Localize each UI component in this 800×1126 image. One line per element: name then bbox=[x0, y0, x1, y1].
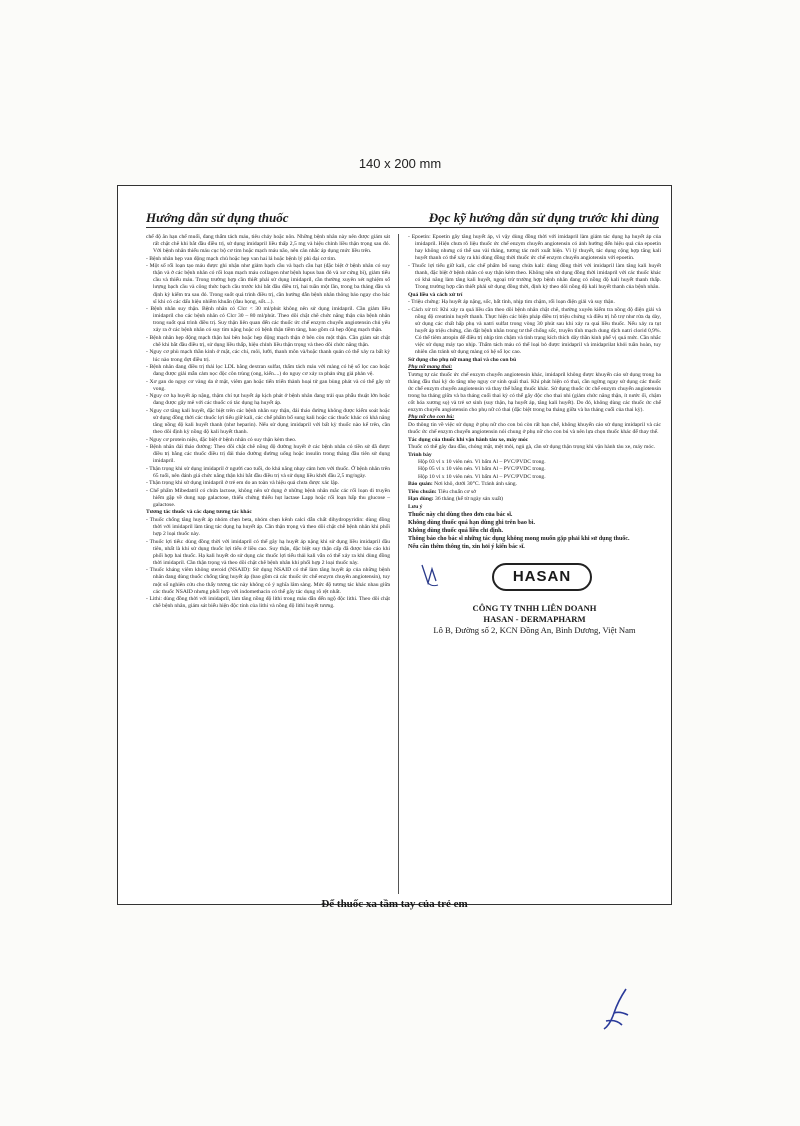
right-col-paragraph: - Epoetin: Epoetin gây tăng huyết áp, vì vậy dùng đồng thời với imidapril làm giảm tác dụng hạ huyết áp của imidapril. Hiện chưa rõ liệu thuốc ức chế enzym chuyển angiotensin có ảnh hưởng đến hiệu quả của epoetin hay không nhưng có thể sau vài tháng, tương tác mới xuất hiện. Vì lý thuyết, tác dụng cộng hợp tăng kali huyết thanh có thể xảy ra khi dùng đồng thời thuốc ức chế enzym chuyển angiotensin với epoetin. bbox=[408, 234, 661, 262]
left-col-paragraph: - Bệnh nhân hẹp van động mạch chủ hoặc hẹp van hai lá hoặc bệnh lý phì đại cơ tim. bbox=[146, 255, 337, 262]
header-right-title: Đọc kỹ hướng dẫn sử dụng trước khi dùng bbox=[428, 210, 659, 225]
left-col-paragraph: - Bệnh nhân hẹp động mạch thận hai bên hoặc hẹp động mạch thận ở bên còn một thận. Cần giám sát chặt chẽ khi bắt đầu điều trị, sử dụng liều thấp, hiệu chỉnh liều thận trọng và theo dõi chức năng thận. bbox=[146, 334, 390, 348]
right-col-paragraph: Hộp 05 vỉ x 10 viên nén. Vỉ bấm Al – PVC/PVDC trong. bbox=[418, 466, 546, 473]
right-col-heading: Phụ nữ cho con bú: bbox=[408, 414, 455, 421]
right-col-label: Hạn dùng: bbox=[408, 496, 434, 503]
right-col-label: Bảo quản: bbox=[408, 481, 433, 488]
right-col-paragraph: - Thuốc lợi tiểu giữ kali, các chế phẩm bổ sung chứa kali: dùng đồng thời với imidapril làm tăng kali huyết thanh, đặc biệt ở bệnh nhân có suy thận kèm theo. Không nên sử dụng đồng thời imidapril với các thuốc khác có khả năng làm tăng kali huyết, ngoại trừ trường hợp bệnh nhân đang có nồng độ kali huyết thanh thấp. Trong trường hợp cần thiết phải sử dụng đồng thời, định kỳ theo dõi nồng độ kali huyết thanh của bệnh nhân. bbox=[408, 262, 661, 291]
left-column bbox=[146, 234, 390, 611]
left-col-paragraph: - Lithi: dùng đồng thời với imidapril, làm tăng nồng độ lithi trong máu dẫn đến ngộ độc lithi. Theo dõi chặt chẽ bệnh nhân, giám sát biểu hiện độc tính của lithi và nồng độ lithi huyết tương. bbox=[146, 596, 390, 610]
left-col-paragraph: chế độ ăn hạn chế muối, đang thẩm tách máu, tiêu chảy hoặc nôn. Những bệnh nhân này nên được giám sát rất chặt chẽ khi bắt đầu điều trị, sử dụng imidapril liều thấp 2,5 mg và hiệu chỉnh liều thận trọng sau đó. Với bệnh nhân thiếu máu cục bộ cơ tim hoặc mạch máu não, nên cân nhắc áp dụng mức liều trên. bbox=[146, 234, 390, 255]
signature-area bbox=[408, 555, 661, 597]
right-col-paragraph bbox=[408, 481, 661, 488]
footer-warning: Để thuốc xa tầm tay của trẻ em bbox=[321, 898, 468, 910]
right-col-heading: Phụ nữ mang thai: bbox=[408, 364, 453, 371]
warning-note: Nếu cần thêm thông tin, xin hỏi ý kiến bác sĩ. bbox=[408, 544, 525, 551]
left-col-paragraph: - Thuốc lợi tiểu: dùng đồng thời với imidapril có thể gây hạ huyết áp nặng khi sử dụng liều imidapril đầu tiên, nhất là khi sử dụng thuốc lợi tiểu ở liều cao. Suy thận, đặc biệt suy thận cấp đã được báo cáo khi phối hợp hai thuốc. Hạ kali huyết do sử dụng các thuốc lợi tiểu thải kali vẫn có thể xảy ra khi dùng đồng thời imidapril. Cần thận trọng và theo dõi chặt chẽ bệnh nhân khi phối hợp 2 loại thuốc này. bbox=[146, 538, 390, 566]
right-col-paragraph: Thuốc có thể gây đau đầu, chóng mặt, mệt mỏi, ngủ gà, cần sử dụng thận trọng khi vận hành tàu xe, máy móc. bbox=[408, 444, 656, 451]
company-name-line1: CÔNG TY TNHH LIÊN DOANH bbox=[472, 603, 597, 614]
left-col-paragraph: - Thận trọng khi sử dụng imidapril ở người cao tuổi, do khả năng nhạy cảm hơn với thuốc. Ở bệnh nhân trên 65 tuổi, nên đánh giá chức năng thận khi bắt đầu điều trị và sử dụng liều khởi đầu 2,5 mg/ngày. bbox=[146, 465, 390, 479]
right-col-heading: Sử dụng cho phụ nữ mang thai và cho con bú bbox=[408, 356, 517, 363]
left-col-paragraph: - Bệnh nhân đái tháo đường: Theo dõi chặt chẽ nồng độ đường huyết ở các bệnh nhân có tiền sử đã được điều trị bằng các thuốc điều trị đái tháo đường đường uống hoặc insulin trong tháng đầu tiên sử dụng imidapril. bbox=[146, 444, 390, 465]
left-col-paragraph: - Nguy cơ protein niệu, đặc biệt ở bệnh nhân có suy thận kèm theo. bbox=[146, 436, 297, 443]
right-col-value: 36 tháng (kể từ ngày sản xuất) bbox=[433, 496, 504, 503]
header-divider bbox=[146, 227, 659, 228]
column-divider bbox=[398, 234, 399, 894]
left-col-paragraph: - Bệnh nhân suy thận. Bệnh nhân có Clcr < 30 ml/phút không nên sử dụng imidapril. Cần giảm liều imidapril cho các bệnh nhân có Clcr 30 – 80 ml/phút. Theo dõi chặt chẽ chức năng thận của bệnh nhân trong suốt quá trình điều trị. Suy thận liên quan đến các thuốc ức chế enzym chuyển angiotensin chủ yếu xảy ra ở các bệnh nhân có suy tim nặng hoặc có bệnh thận tiềm tàng, bao gồm cả hẹp động mạch thận. bbox=[146, 306, 390, 334]
left-col-paragraph: - Nguy cơ phù mạch thần kinh ở mặt, các chi, môi, lưỡi, thanh môn và/hoặc thanh quản có thể xảy ra bất kỳ lúc nào trong đợt điều trị. bbox=[146, 349, 390, 363]
right-col-heading: Trình bày bbox=[408, 451, 432, 458]
company-block bbox=[408, 603, 661, 636]
right-col-paragraph bbox=[408, 489, 661, 496]
left-col-paragraph: - Một số rối loạn tạo máu được ghi nhận như giảm bạch cầu và bạch cầu hạt (đặc biệt ở bệnh nhân có suy thận và ở các bệnh nhân có rối loạn mạch máu collagen như bệnh lupus ban đỏ và xơ cứng bì), giảm tiểu cầu và thiếu máu. Trong trường hợp cần thiết phải sử dụng imidapril, cần thường xuyên xét nghiệm số lượng bạch cầu và công thức bạch cầu trước khi bắt đầu điều trị, hai tuần một lần, trong ba tháng đầu và định kỳ kiểm tra sau đó. Trong suốt quá trình điều trị, cần hướng dẫn bệnh nhân thông báo ngay cho bác sĩ khi có các dấu hiệu nhiễm khuẩn (đau họng, sốt....). bbox=[146, 263, 390, 305]
handwritten-mark-icon bbox=[596, 985, 636, 1033]
right-col-value: Nơi khô, dưới 30°C. Tránh ánh sáng. bbox=[432, 481, 517, 488]
right-col-paragraph: Hộp 10 vỉ x 10 viên nén. Vỉ bấm Al – PVC/PVDC trong. bbox=[418, 473, 546, 480]
left-col-paragraph: - Nguy cơ hạ huyết áp nặng, thậm chí tụt huyết áp kịch phát ở bệnh nhân đang trải qua phẫu thuật lớn hoặc đang được gây mê với các thuốc có tác dụng hạ huyết áp. bbox=[146, 393, 390, 407]
right-column bbox=[408, 234, 661, 636]
right-col-heading: Quá liều và cách xử trí bbox=[408, 291, 463, 298]
right-col-paragraph bbox=[408, 496, 661, 503]
right-col-paragraph: Hộp 03 vỉ x 10 viên nén. Vỉ bấm Al – PVC/PVDC trong. bbox=[418, 458, 546, 465]
left-col-heading: Tương tác thuốc và các dạng tương tác khác bbox=[146, 509, 252, 516]
right-col-value: Tiêu chuẩn cơ sở bbox=[436, 488, 477, 495]
company-name-line2: HASAN - DERMAPHARM bbox=[483, 614, 586, 625]
left-col-paragraph: - Thuốc kháng viêm không steroid (NSAID): Sử dụng NSAID có thể làm tăng huyết áp của những bệnh nhân đang dùng thuốc chống tăng huyết áp (bao gồm cả các thuốc ức chế enzym chuyển angiotensin), tuy một số nghiên cứu cho thấy tương tác này không có ý nghĩa lâm sàng. Mức độ tương tác khác nhau giữa các thuốc NSAID nhưng phối hợp với indomethacin có thể gây tác dụng rõ rệt nhất. bbox=[146, 567, 390, 595]
right-col-paragraph: - Triệu chứng: Hạ huyết áp nặng, sốc, bất tỉnh, nhịp tim chậm, rối loạn điện giải và suy thận. bbox=[408, 299, 615, 306]
warning-note: Thuốc này chỉ dùng theo đơn của bác sĩ. bbox=[408, 512, 513, 519]
left-col-paragraph: - Thuốc chống tăng huyết áp nhóm chẹn beta, nhóm chẹn kênh calci dẫn chất dihydropyridin: dùng đồng thời với imidapril làm tăng tác dụng hạ huyết áp. Cần thận trọng và theo dõi chặt chẽ bệnh nhân khi phối hợp 2 loại thuốc này. bbox=[146, 516, 390, 538]
dimension-note: 140 x 200 mm bbox=[358, 156, 442, 171]
left-col-paragraph: - Thận trọng khi sử dụng imidapril ở trẻ em do an toàn và hiệu quả chưa được xác lập. bbox=[146, 480, 339, 487]
warning-note: Thông báo cho bác sĩ những tác dụng không mong muốn gặp phải khi sử dụng thuốc. bbox=[408, 536, 630, 543]
left-col-paragraph: - Chế phẩm Mibedatril có chứa lactose, không nên sử dụng ở những bệnh nhân mắc các rối loạn di truyền hiếm gặp về dung nạp galactose, thiếu chứng thiếu hụt lactase Lapp hoặc rối loạn hấp thu glucose – galactose. bbox=[146, 487, 390, 508]
right-col-label: Tiêu chuẩn: bbox=[408, 488, 437, 495]
left-col-paragraph: - Nguy cơ tăng kali huyết, đặc biệt trên các bệnh nhân suy thận, đái tháo đường không được kiểm soát hoặc sử dụng đồng thời các thuốc lợi tiểu giữ kali, các chế phẩm bổ sung kali hoặc các thuốc khác có khả năng tăng nồng độ kali huyết thanh (như heparin). Nếu sử dụng imidapril với bất kỳ thuốc nào kể trên, cần theo dõi định kỳ nồng độ kali huyết thanh. bbox=[146, 407, 390, 436]
right-col-paragraph: Tương tự các thuốc ức chế enzym chuyển angiotensin khác, imidapril không được khuyến cáo sử dụng trong ba tháng đầu thai kỳ do tăng nhẹ nguy cơ sinh quái thai. Khi phát hiện có thai, cần ngừng ngay sử dụng các thuốc ức chế enzym chuyển angiotensin và thay thế bằng thuốc khác. Sử dụng thuốc ức chế enzym chuyển angiotensin trong ba tháng giữa và ba tháng cuối thai kỳ có thể gây độc cho thai nhi (giảm chức năng thận, ít nước ối, chậm cốt hóa xương sọ) và trẻ sơ sinh (suy thận, hạ huyết áp, tăng kali huyết). Do đó, không dùng các thuốc ức chế enzym chuyển angiotensin cho phụ nữ có thai (đặc biệt trong ba tháng giữa và ba tháng cuối của thai kỳ). bbox=[408, 371, 661, 413]
leaflet-sheet bbox=[117, 185, 672, 910]
right-col-heading: Lưu ý bbox=[408, 503, 423, 510]
company-address: Lô B, Đường số 2, KCN Đồng An, Bình Dương, Việt Nam bbox=[433, 625, 636, 636]
warning-notes bbox=[408, 511, 661, 551]
right-col-paragraph: - Cách xử trí: Khi xảy ra quá liều cần theo dõi bệnh nhân chặt chẽ, thường xuyên kiểm tra nồng độ điện giải và nồng độ creatinin huyết thanh. Thực hiện các biện pháp điều trị triệu chứng và điều trị hỗ trợ như rửa dạ dày, sử dụng các chất hấp phụ và natri sulfat trong vòng 30 phút sau khi xảy ra quá liều thuốc. Nếu xảy ra tụt huyết áp triệu chứng, cần đặt bệnh nhân trong tư thế chống sốc, truyền tĩnh mạch dung dịch natri clorid 0,9%. Có thể tiêm atropin để điều trị nhịp tim chậm và tình trạng kích thích dây thần kinh phế vị quá mức. Cần nhắc việc sử dụng máy tạo nhịp. Thẩm tách máu có thể loại bỏ được imidapril và imidaprilat khỏi tuần hoàn, tuy nhiên cần tránh sử dụng màng có hệ số lọc cao. bbox=[408, 306, 661, 356]
header-left-title: Hướng dẫn sử dụng thuốc bbox=[146, 210, 289, 225]
left-col-paragraph: - Bệnh nhân đang điều trị thải lọc LDL bằng dextran sulfat, thẩm tách máu với màng có hệ số lọc cao hoặc đang được giải mẫn cảm nọc độc côn trùng (ong, kiến....) do nguy cơ xảy ra phản ứng giả phản vệ. bbox=[146, 364, 390, 378]
signature-mark-icon bbox=[418, 561, 444, 589]
right-col-heading: Tác dụng của thuốc khi vận hành tàu xe, máy móc bbox=[408, 436, 529, 443]
right-col-paragraph: Do thông tin về việc sử dụng ở phụ nữ cho con bú còn rất hạn chế, không khuyến cáo sử dụng imidapril và các thuốc ức chế enzym chuyển angiotensin nói chung ở phụ nữ cho con bú và nên lựa chọn thuốc khác để thay thế. bbox=[408, 421, 661, 436]
warning-note: Không dùng thuốc quá hạn dùng ghi trên bao bì. bbox=[408, 520, 536, 527]
warning-note: Không dùng thuốc quá liều chỉ định. bbox=[408, 528, 504, 535]
hasan-logo: HASAN bbox=[492, 563, 592, 591]
left-col-paragraph: - Xơ gan do nguy cơ vàng da ứ mật, viêm gan hoặc tiến triển thành hoại tử gan bùng phát và có thể gây tử vong. bbox=[146, 378, 390, 392]
